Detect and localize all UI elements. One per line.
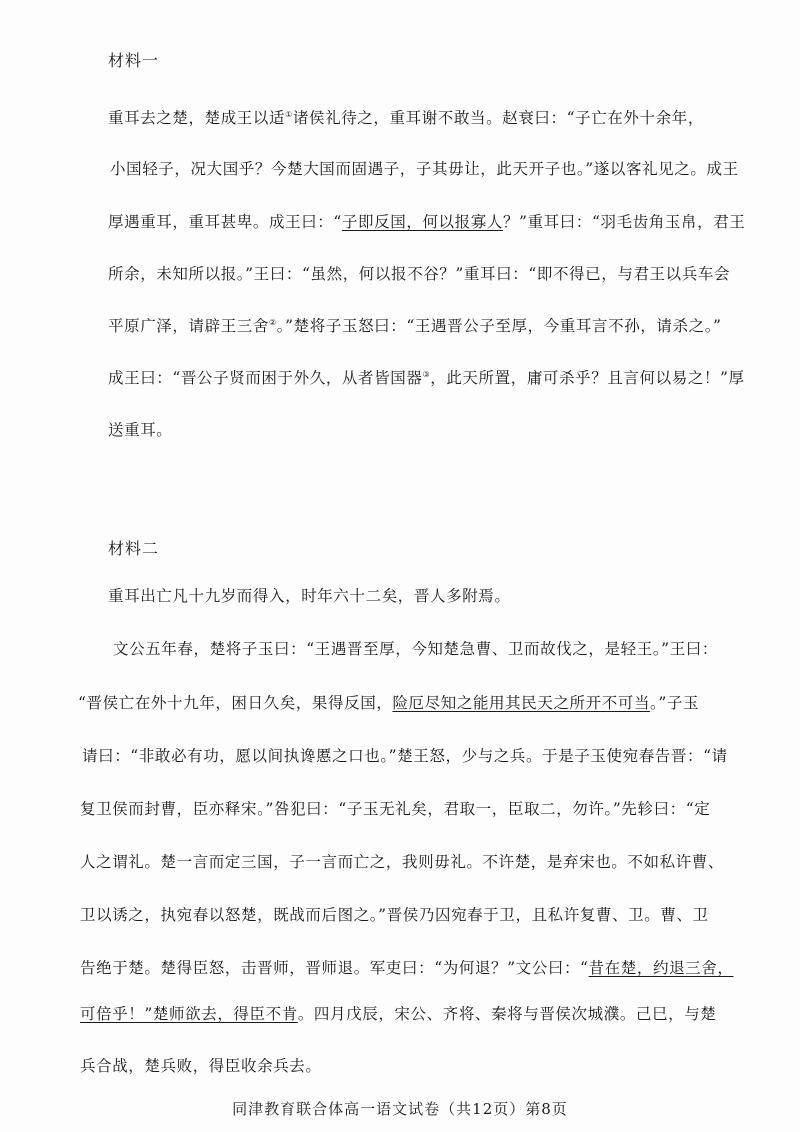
material2-line-8: 告绝于楚。楚得臣怒，击晋师，晋师退。军吏曰：“为何退？”文公曰：“昔在楚，约退三舍， — [80, 959, 734, 977]
material2-line-3: “晋侯亡在外十九年，困日久矣，果得反国，险厄尽知之能用其民天之所开不可当。”子玉 — [78, 694, 700, 712]
material2-line-9: 可倍乎！”楚师欲去，得臣不肯。四月戊辰，宋公、齐将、秦将与晋侯次城濮。己巳，与楚 — [80, 1005, 717, 1023]
material1-line-4: 所余，未知所以报。”王曰：“虽然，何以报不谷？”重耳曰：“即不得已，与君王以兵车会 — [108, 265, 731, 283]
material2-line-4: 请曰：“非敢必有功，愿以间执谗慝之口也。”楚王怒，少与之兵。于是子玉使宛春告晋：“请 — [82, 747, 728, 765]
material2-line-5: 复卫侯而封曹，臣亦释宋。”咎犯曰：“子玉无礼矣，君取一，臣取二，勿许。”先轸曰：“定 — [80, 800, 711, 818]
material2-line-6: 人之谓礼。楚一言而定三国，子一言而亡之，我则毋礼。不许楚，是弃宋也。不如私许曹、 — [80, 853, 725, 871]
material1-heading: 材料一 — [108, 51, 160, 70]
material2-heading: 材料二 — [108, 539, 160, 558]
underlined-phrase: 昔在楚，约退三舍， — [588, 959, 734, 977]
material1-line-6: 成王曰：“晋公子贤而困于外久，从者皆国器③，此天所置，庸可杀乎？且言何以易之！”厚 — [108, 369, 745, 387]
material1-line-5: 平原广泽，请辟王三舍②。”楚将子玉怒曰：“王遇晋公子至厚，今重耳言不孙，请杀之。” — [108, 317, 722, 335]
material1-line-2: 小国轻子，况大国乎？今楚大国而固遇子，子其毋让，此天开子也。”遂以客礼见之。成王 — [110, 160, 739, 178]
page-footer: 同津教育联合体高一语文试卷（共12页）第8页 — [232, 1100, 568, 1118]
material1-line-1: 重耳去之楚，楚成王以适①诸侯礼待之，重耳谢不敢当。赵衰曰：“子亡在外十余年， — [108, 109, 704, 127]
material2-line-7: 卫以诱之，执宛春以怒楚，既战而后图之。”晋侯乃囚宛春于卫，且私许复曹、卫。曹、卫 — [80, 906, 709, 924]
material1-line-3: 厚遇重耳，重耳甚卑。成王曰：“子即反国，何以报寡人？”重耳曰：“羽毛齿角玉帛，君王 — [108, 213, 746, 231]
material2-line-1: 重耳出亡凡十九岁而得入，时年六十二矣，晋人多附焉。 — [108, 587, 511, 605]
material2-line-2: 文公五年春，楚将子玉曰：“王遇晋至厚，今知楚急曹、卫而故伐之，是轻王。”王曰： — [113, 640, 719, 658]
underlined-phrase: 险厄尽知之能用其民天之所开不可当 — [392, 694, 651, 712]
material2-line-10: 兵合战，楚兵败，得臣收余兵去。 — [80, 1057, 322, 1075]
material1-line-7: 送重耳。 — [108, 421, 173, 439]
underlined-phrase: 子即反国，何以报寡人 — [341, 213, 503, 231]
underlined-phrase: 可倍乎！”楚师欲去，得臣不肯 — [80, 1005, 298, 1023]
